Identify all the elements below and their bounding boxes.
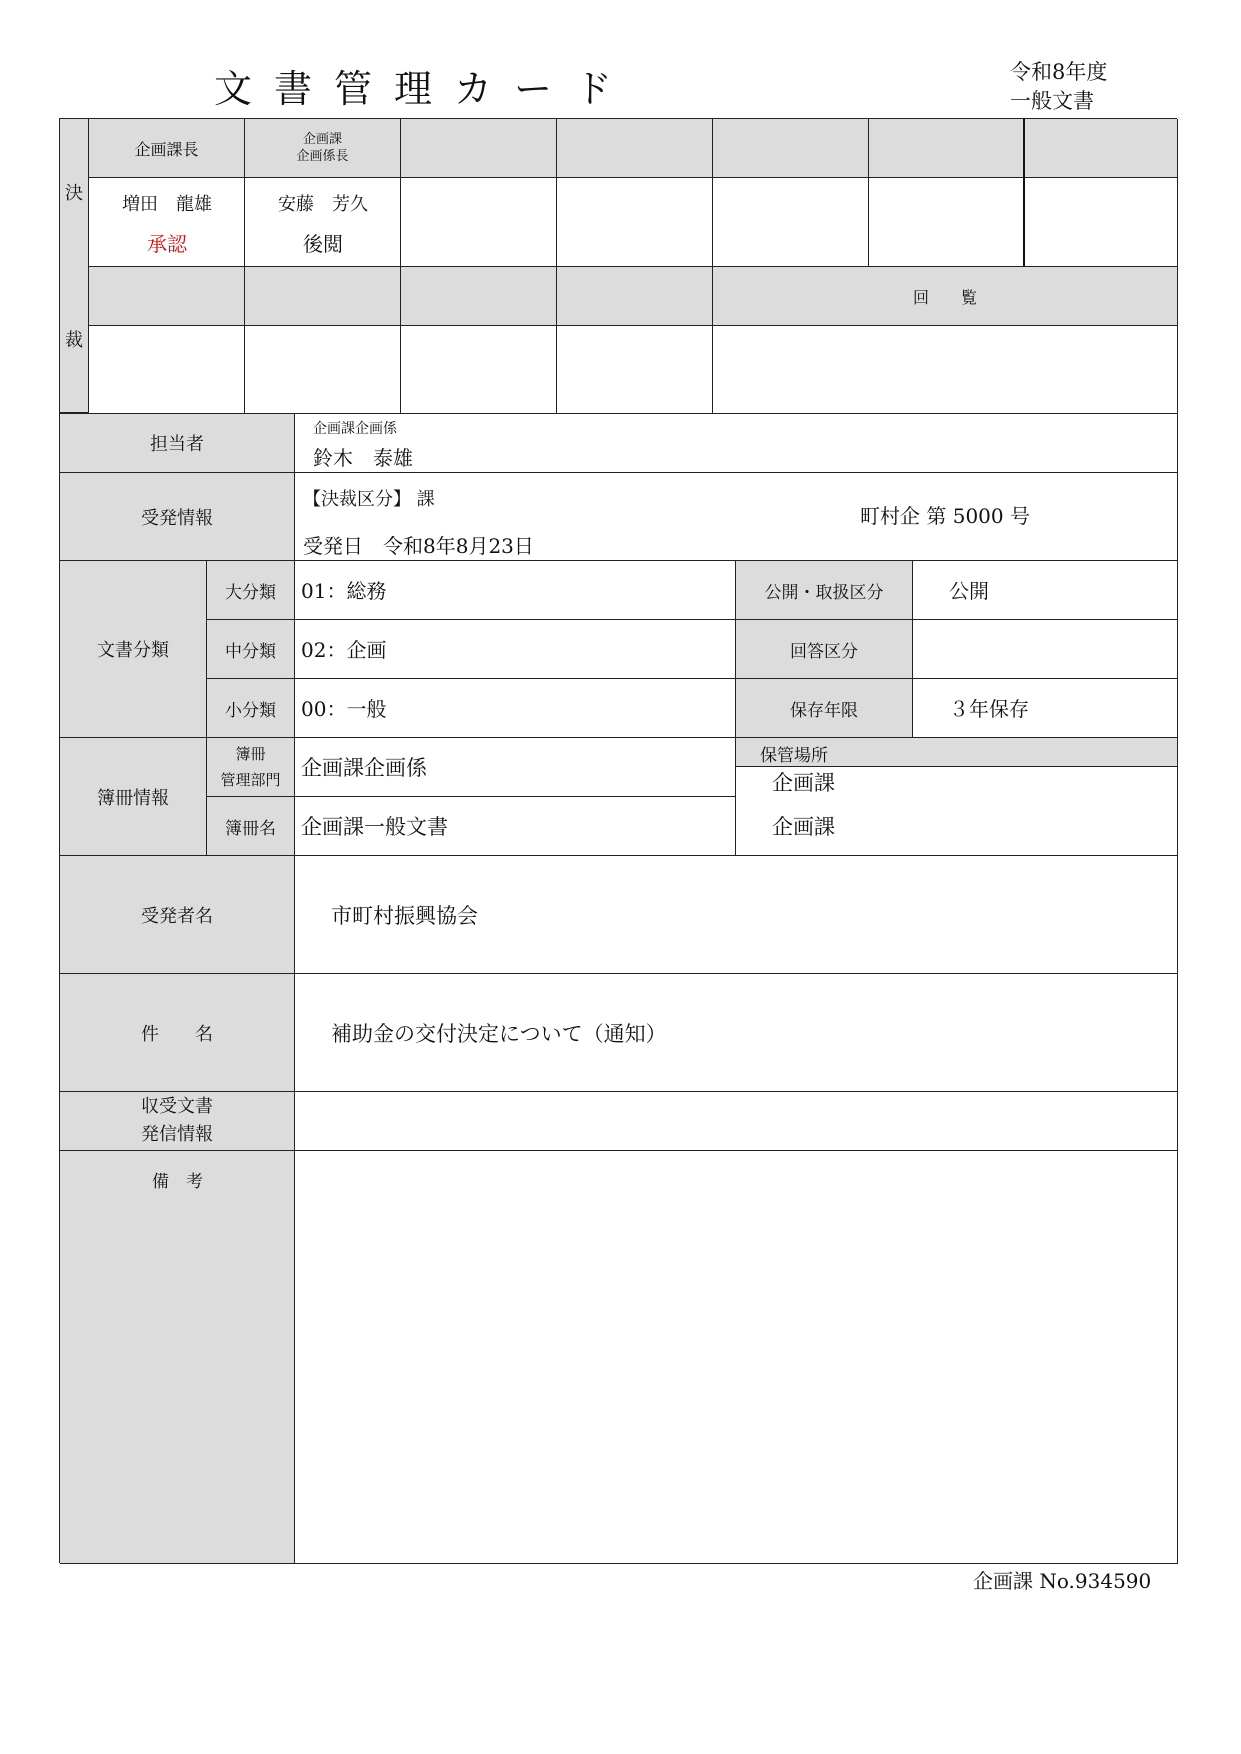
bosatsu-name-value: 企画課一般文書 [301,815,448,839]
tantou-value-cell [295,414,1178,473]
bunrui-label: 文書分類 [60,561,207,738]
signature-cell-2 [245,178,401,267]
hokan-value1: 企画課 [772,771,835,795]
bosatsu-name-label: 簿冊名 [207,797,295,856]
tantou-name: 鈴木 泰雄 [313,446,413,470]
kessai-kubun: 【決裁区分】 課 [303,489,435,510]
role-header-11 [557,267,713,326]
signature-cell-9 [245,326,401,414]
hokan-label-cell [736,738,1178,767]
dai-value: 01：総務 [301,579,387,603]
kaitou-label: 回答区分 [736,620,913,679]
fiscal-year: 令和8年度 [1010,60,1108,84]
role2-line2: 企画係長 [296,149,349,164]
sho-label: 小分類 [207,679,295,738]
role-header-8 [89,267,245,326]
person2-name: 安藤 芳久 [278,194,368,215]
hozon-value: ３年保存 [949,697,1029,721]
juhatsusha-value-cell [295,856,1178,974]
document-type: 一般文書 [1010,89,1094,113]
signature-cell-11 [557,326,713,414]
role-header-3 [401,119,557,178]
tantou-label: 担当者 [60,414,295,473]
circulation-cell [713,326,1178,414]
shuju-label-line2: 発信情報 [141,1124,213,1145]
role-header-2 [245,119,401,178]
person1-name: 増田 龍雄 [122,194,212,215]
bosatsu-name-value-cell [295,797,736,856]
bikou-label-cell [60,1151,295,1564]
document-title: 文書管理カード [214,67,635,111]
role-header-9 [245,267,401,326]
juhatsu-label: 受発情報 [60,473,295,561]
signature-cell-1 [89,178,245,267]
role-header-5 [713,119,869,178]
approval-block [59,118,1177,413]
shuju-label-line1: 収受文書 [141,1096,213,1117]
signature-cell-3 [401,178,557,267]
hokan-value-cell [736,767,1178,856]
hozon-label: 保存年限 [736,679,913,738]
footer-number: 企画課 No.934590 [973,1569,1152,1593]
koukai-value-cell [913,561,1178,620]
bikou-label: 備 考 [152,1172,203,1192]
hokan-value2: 企画課 [772,815,835,839]
document-number: 町村企 第 5000 号 [860,504,1030,528]
kanri-label-line2: 管理部門 [220,771,281,789]
role-header-4 [557,119,713,178]
chu-value-cell [295,620,736,679]
juhatsusha-value: 市町村振興協会 [331,904,478,928]
info-table [59,413,1177,1563]
header-meta [1010,58,1107,116]
signature-cell-8 [89,326,245,414]
chu-value: 02：企画 [301,638,387,662]
sho-value-cell [295,679,736,738]
role-header-7 [1025,119,1178,178]
kenmei-label: 件 名 [60,974,295,1092]
signature-cell-6 [869,178,1025,267]
koukai-label: 公開・取扱区分 [736,561,913,620]
role-header-10 [401,267,557,326]
kanri-value-cell [295,738,736,797]
sho-value: 00：一般 [301,697,387,721]
signature-cell-5 [713,178,869,267]
signature-cell-4 [557,178,713,267]
hokan-label: 保管場所 [760,746,828,766]
role-header-6 [869,119,1025,178]
approval-side-label [60,119,89,413]
person1-status: 承認 [147,232,187,256]
person2-status: 後閲 [303,232,343,256]
dai-label: 大分類 [207,561,295,620]
kaitou-value-cell [913,620,1178,679]
circulation-header: 回 覧 [713,267,1178,326]
kanri-label [207,738,295,797]
kanri-value: 企画課企画係 [301,756,427,780]
bikou-value-cell [295,1151,1178,1564]
side-label-top: 決 [65,183,83,205]
juhatsu-date: 受発日 令和8年8月23日 [303,534,534,558]
signature-cell-10 [401,326,557,414]
kanri-label-line1: 簿冊 [235,745,266,763]
role2-line1: 企画課 [302,132,342,147]
kenmei-value-cell [295,974,1178,1092]
bosatsu-label: 簿冊情報 [60,738,207,856]
dai-value-cell [295,561,736,620]
role-header-1: 企画課長 [89,119,245,178]
shuju-value-cell [295,1092,1178,1151]
side-label-bottom: 裁 [65,329,83,351]
tantou-dept: 企画課企画係 [313,421,397,437]
shuju-label [60,1092,295,1151]
chu-label: 中分類 [207,620,295,679]
juhatsu-value-cell [295,473,1178,561]
koukai-value: 公開 [949,579,989,603]
kenmei-value: 補助金の交付決定について（通知） [331,1022,667,1046]
juhatsusha-label: 受発者名 [60,856,295,974]
signature-cell-7 [1025,178,1178,267]
hozon-value-cell [913,679,1178,738]
